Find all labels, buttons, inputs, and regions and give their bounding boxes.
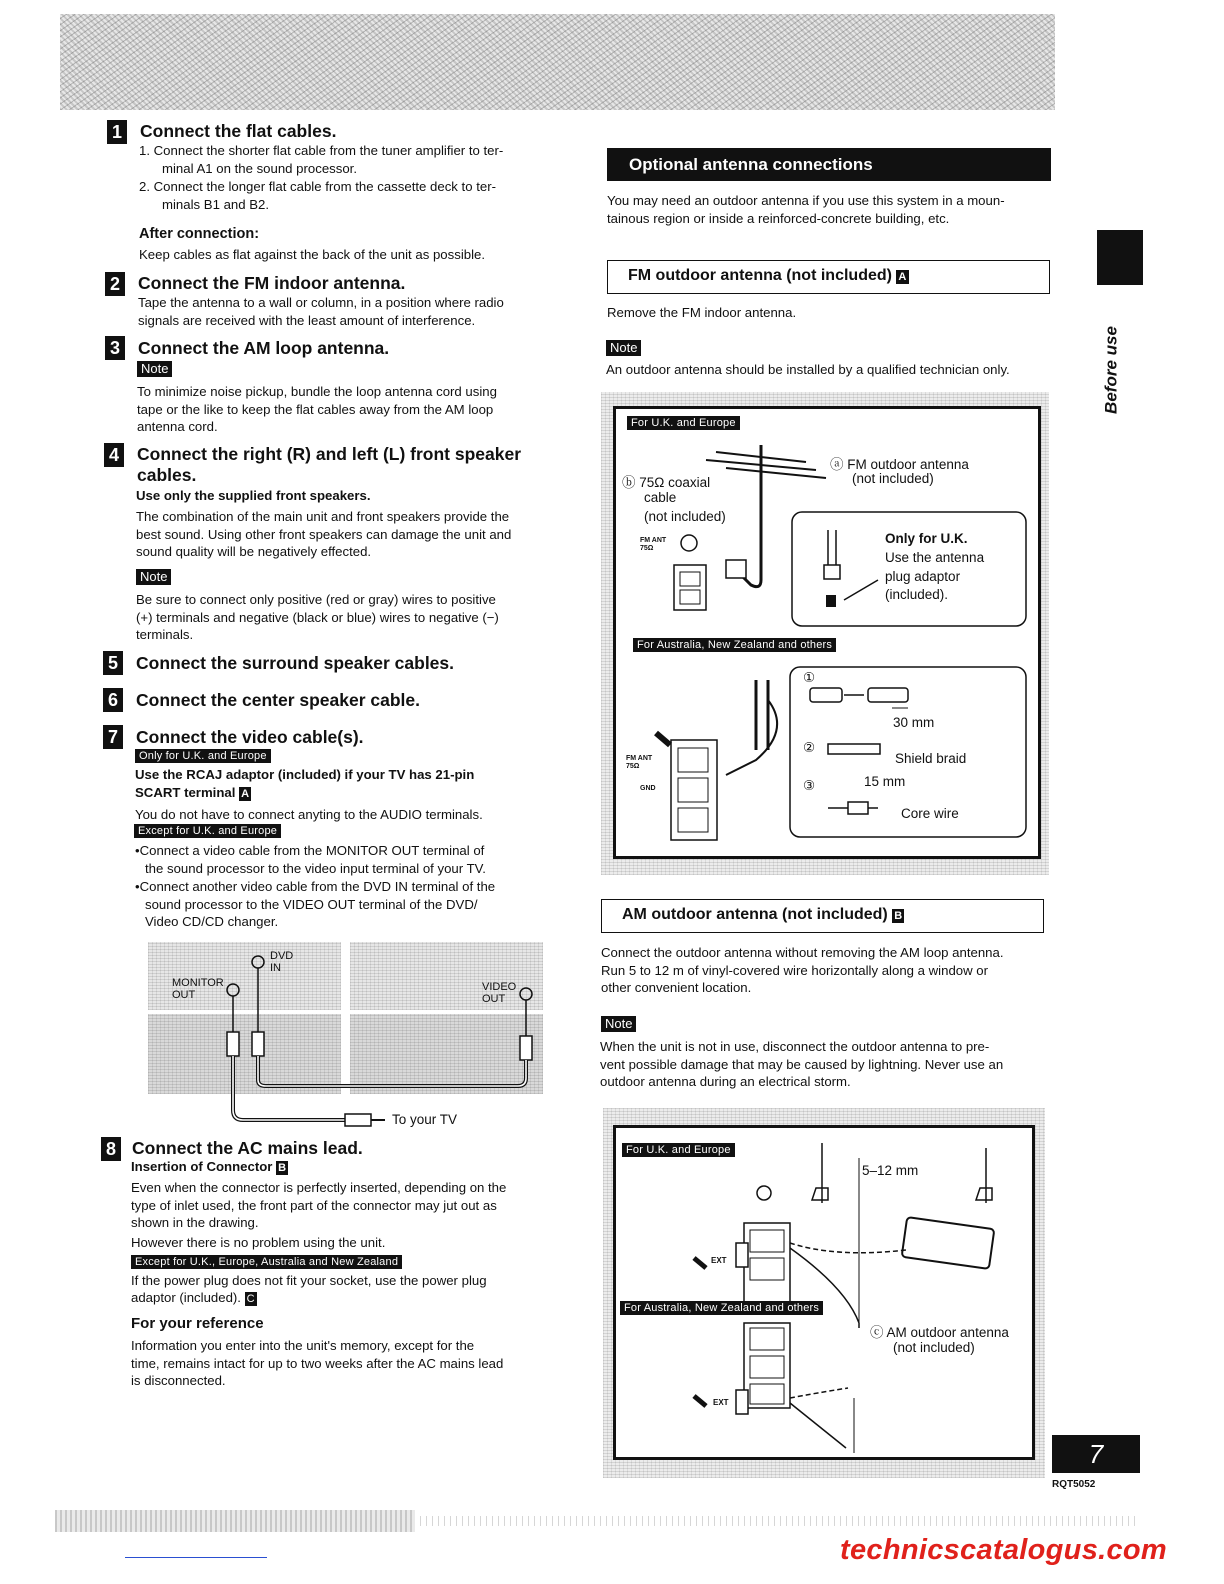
step-title-cont: cables. — [137, 465, 197, 485]
side-tab-marker — [1097, 230, 1143, 285]
note-text: When the unit is not in use, disconnect the outdoor antenna to pre- — [600, 1039, 990, 1054]
step-number: 8 — [101, 1137, 121, 1161]
footer-rule — [125, 1557, 267, 1558]
reference-text: Information you enter into the unit's memory, except for the — [131, 1338, 475, 1353]
bullet-text: •Connect a video cable from the MONITOR OUT terminal of — [135, 843, 485, 858]
note-text: An outdoor antenna should be installed by a qualified technician only. — [606, 362, 1010, 377]
marker-c: ⓒ — [870, 1325, 884, 1340]
step-title: Connect the AC mains lead. — [132, 1138, 363, 1158]
step-marker: ③ — [803, 778, 816, 793]
step-item: minals B1 and B2. — [162, 197, 270, 212]
bullet-text: sound processor to the VIDEO OUT terminal of the DVD/ — [145, 897, 478, 912]
step-number: 5 — [103, 651, 123, 675]
step-text: Even when the connector is perfectly inserted, depending on the — [131, 1180, 507, 1195]
note-badge: Note — [601, 1016, 636, 1032]
step-text: However there is no problem using the unit. — [131, 1235, 386, 1250]
length-label: 15 mm — [864, 774, 906, 789]
bullet-text: the sound processor to the video input terminal of your TV. — [145, 861, 486, 876]
fm-ant-terminal-label: FM ANT 75Ω — [626, 755, 653, 770]
step-title: Connect the video cable(s). — [136, 727, 364, 747]
bold-text-part: SCART terminal — [135, 785, 236, 800]
step-item: 2. Connect the longer flat cable from the cassette deck to ter- — [139, 179, 496, 194]
am-antenna-drawing — [616, 1128, 1032, 1458]
coaxial-label: cable — [644, 490, 677, 505]
watermark-link[interactable]: technicscatalogus.com — [840, 1534, 1168, 1566]
figure-ref: A — [898, 271, 907, 283]
figure-ref: A — [241, 788, 250, 800]
fm-antenna-heading-text: FM outdoor antenna (not included) — [628, 267, 892, 284]
section-header: Optional antenna connections — [607, 148, 1051, 181]
uk-only-text: (included). — [885, 587, 949, 602]
step-number: 2 — [105, 272, 125, 296]
model-code: RQT5052 — [1052, 1479, 1096, 1490]
length-label: 30 mm — [893, 715, 935, 730]
intro-text: tainous region or inside a reinforced-concrete building, etc. — [607, 211, 950, 226]
intro-text: You may need an outdoor antenna if you use this system in a moun- — [607, 193, 1005, 208]
reference-text: is disconnected. — [131, 1373, 226, 1388]
step-text: shown in the drawing. — [131, 1215, 259, 1230]
region-tag: For Australia, New Zealand and others — [633, 638, 836, 652]
note-text: tape or the like to keep the flat cables away from the AM loop — [137, 402, 494, 417]
footer-texture — [55, 1510, 415, 1532]
fm-antenna-text: FM outdoor antenna — [847, 457, 969, 472]
step-text: sound quality will be negatively effected. — [136, 544, 372, 559]
note-badge: Note — [136, 569, 171, 585]
distance-label: 5–12 mm — [862, 1163, 919, 1178]
bold-text: Use only the supplied front speakers. — [136, 488, 371, 503]
step-marker: ② — [803, 740, 816, 755]
shield-braid-label: Shield braid — [895, 751, 967, 766]
step-text: If the power plug does not fit your socket, use the power plug — [131, 1273, 487, 1288]
figure-ref: B — [278, 1162, 287, 1174]
fm-antenna-heading — [607, 260, 1050, 294]
step-item: minal A1 on the sound processor. — [162, 161, 358, 176]
side-section-label — [1082, 325, 1142, 415]
note-text: terminals. — [136, 627, 194, 642]
am-antenna-heading-text: AM outdoor antenna (not included) — [622, 906, 888, 923]
step-text: You do not have to connect anyting to the AUDIO terminals. — [135, 807, 483, 822]
step-number: 3 — [105, 336, 125, 360]
uk-only-label: Only for U.K. — [885, 531, 968, 546]
step-number: 1 — [107, 120, 127, 144]
step-item: 1. Connect the shorter flat cable from the tuner amplifier to ter- — [139, 143, 504, 158]
region-tag: For Australia, New Zealand and others — [620, 1301, 823, 1315]
step-title: Connect the FM indoor antenna. — [138, 273, 406, 293]
region-tag: Except for U.K. and Europe — [134, 824, 281, 838]
step-text: type of inlet used, the front part of the connector may jut out as — [131, 1198, 497, 1213]
region-tag: Only for U.K. and Europe — [135, 749, 271, 763]
header-texture-overlay — [60, 14, 1055, 110]
am-text: other convenient location. — [601, 980, 752, 995]
step-text: The combination of the main unit and front speakers provide the — [136, 509, 510, 524]
am-text: Connect the outdoor antenna without removing the AM loop antenna. — [601, 945, 1004, 960]
bullet-text: •Connect another video cable from the DVD IN terminal of the — [135, 879, 496, 894]
step-title: Connect the flat cables. — [140, 121, 337, 141]
coaxial-text: 75Ω coaxial — [639, 475, 711, 490]
step-text-part: adaptor (included). — [131, 1290, 241, 1305]
video-cable-diagram — [140, 940, 550, 1135]
am-antenna-text: AM outdoor antenna — [886, 1325, 1009, 1340]
am-antenna-heading — [601, 899, 1044, 933]
fm-antenna-label: (not included) — [852, 471, 934, 486]
step-title: Connect the AM loop antenna. — [138, 338, 390, 358]
region-tag: Except for U.K., Europe, Australia and New Zealand — [131, 1255, 402, 1269]
step-number: 6 — [103, 688, 123, 712]
reference-heading: For your reference — [131, 1315, 264, 1332]
marker-a: ⓐ — [830, 457, 844, 472]
gnd-terminal-label: GND — [640, 785, 656, 792]
bullet-text: Video CD/CD changer. — [145, 914, 279, 929]
bold-text: Use the RCAJ adaptor (included) if your TV has 21-pin — [135, 767, 475, 782]
ext-terminal-label: EXT — [713, 1398, 729, 1407]
note-text: antenna cord. — [137, 419, 218, 434]
step-text: Tape the antenna to a wall or column, in a position where radio — [138, 295, 504, 310]
note-text: (+) terminals and negative (black or blue) wires to negative (−) — [136, 610, 499, 625]
marker-b: ⓑ — [622, 475, 636, 490]
step-title: Connect the right (R) and left (L) front speaker — [137, 444, 522, 464]
step-title: Connect the center speaker cable. — [136, 690, 420, 710]
am-text: Run 5 to 12 m of vinyl-covered wire horizontally along a window or — [601, 963, 989, 978]
reference-text: time, remains intact for up to two weeks after the AC mains lead — [131, 1356, 504, 1371]
dvd-in-label: DVD IN — [270, 950, 294, 974]
fm-ant-terminal-label: FM ANT 75Ω — [640, 537, 667, 552]
am-antenna-label: (not included) — [893, 1340, 975, 1355]
page-number: 7 — [1052, 1435, 1140, 1473]
to-tv-label: To your TV — [392, 1112, 458, 1127]
coaxial-label: (not included) — [644, 509, 726, 524]
bold-text — [135, 784, 251, 802]
step-text — [131, 1289, 257, 1307]
uk-only-text: Use the antenna — [885, 550, 985, 565]
step-number: 4 — [104, 443, 124, 467]
region-tag: For U.K. and Europe — [627, 416, 740, 430]
note-text: outdoor antenna during an electrical storm. — [600, 1074, 851, 1089]
figure-ref: C — [246, 1293, 255, 1305]
step-marker: ① — [803, 670, 816, 685]
ext-terminal-label: EXT — [711, 1256, 727, 1265]
note-text: vent possible damage that may be caused by lightning. Never use an — [600, 1057, 1004, 1072]
note-text: Be sure to connect only positive (red or gray) wires to positive — [136, 592, 496, 607]
step-text: Keep cables as flat against the back of the unit as possible. — [139, 247, 486, 262]
fm-antenna-label — [830, 453, 969, 473]
note-text: To minimize noise pickup, bundle the loop antenna cord using — [137, 384, 497, 399]
bold-text-part: Insertion of Connector — [131, 1159, 273, 1174]
coaxial-label — [622, 471, 710, 491]
fm-text: Remove the FM indoor antenna. — [607, 305, 797, 320]
monitor-out-label: MONITOR OUT — [172, 977, 224, 1001]
note-badge: Note — [606, 340, 641, 356]
core-wire-label: Core wire — [901, 806, 959, 821]
region-tag: For U.K. and Europe — [622, 1143, 735, 1157]
step-number: 7 — [103, 725, 123, 749]
step-text: signals are received with the least amount of interference. — [138, 313, 476, 328]
am-antenna-label — [870, 1321, 1009, 1341]
video-out-label: VIDEO OUT — [482, 981, 517, 1005]
uk-only-text: plug adaptor — [885, 569, 961, 584]
footer-texture-right — [420, 1516, 1140, 1526]
after-connection-heading: After connection: — [139, 226, 260, 242]
side-section-text: Before use — [1101, 326, 1121, 414]
bold-text — [131, 1158, 288, 1176]
step-title: Connect the surround speaker cables. — [136, 653, 455, 673]
figure-ref: B — [894, 910, 903, 922]
note-badge: Note — [137, 361, 172, 377]
step-text: best sound. Using other front speakers can damage the unit and — [136, 527, 512, 542]
